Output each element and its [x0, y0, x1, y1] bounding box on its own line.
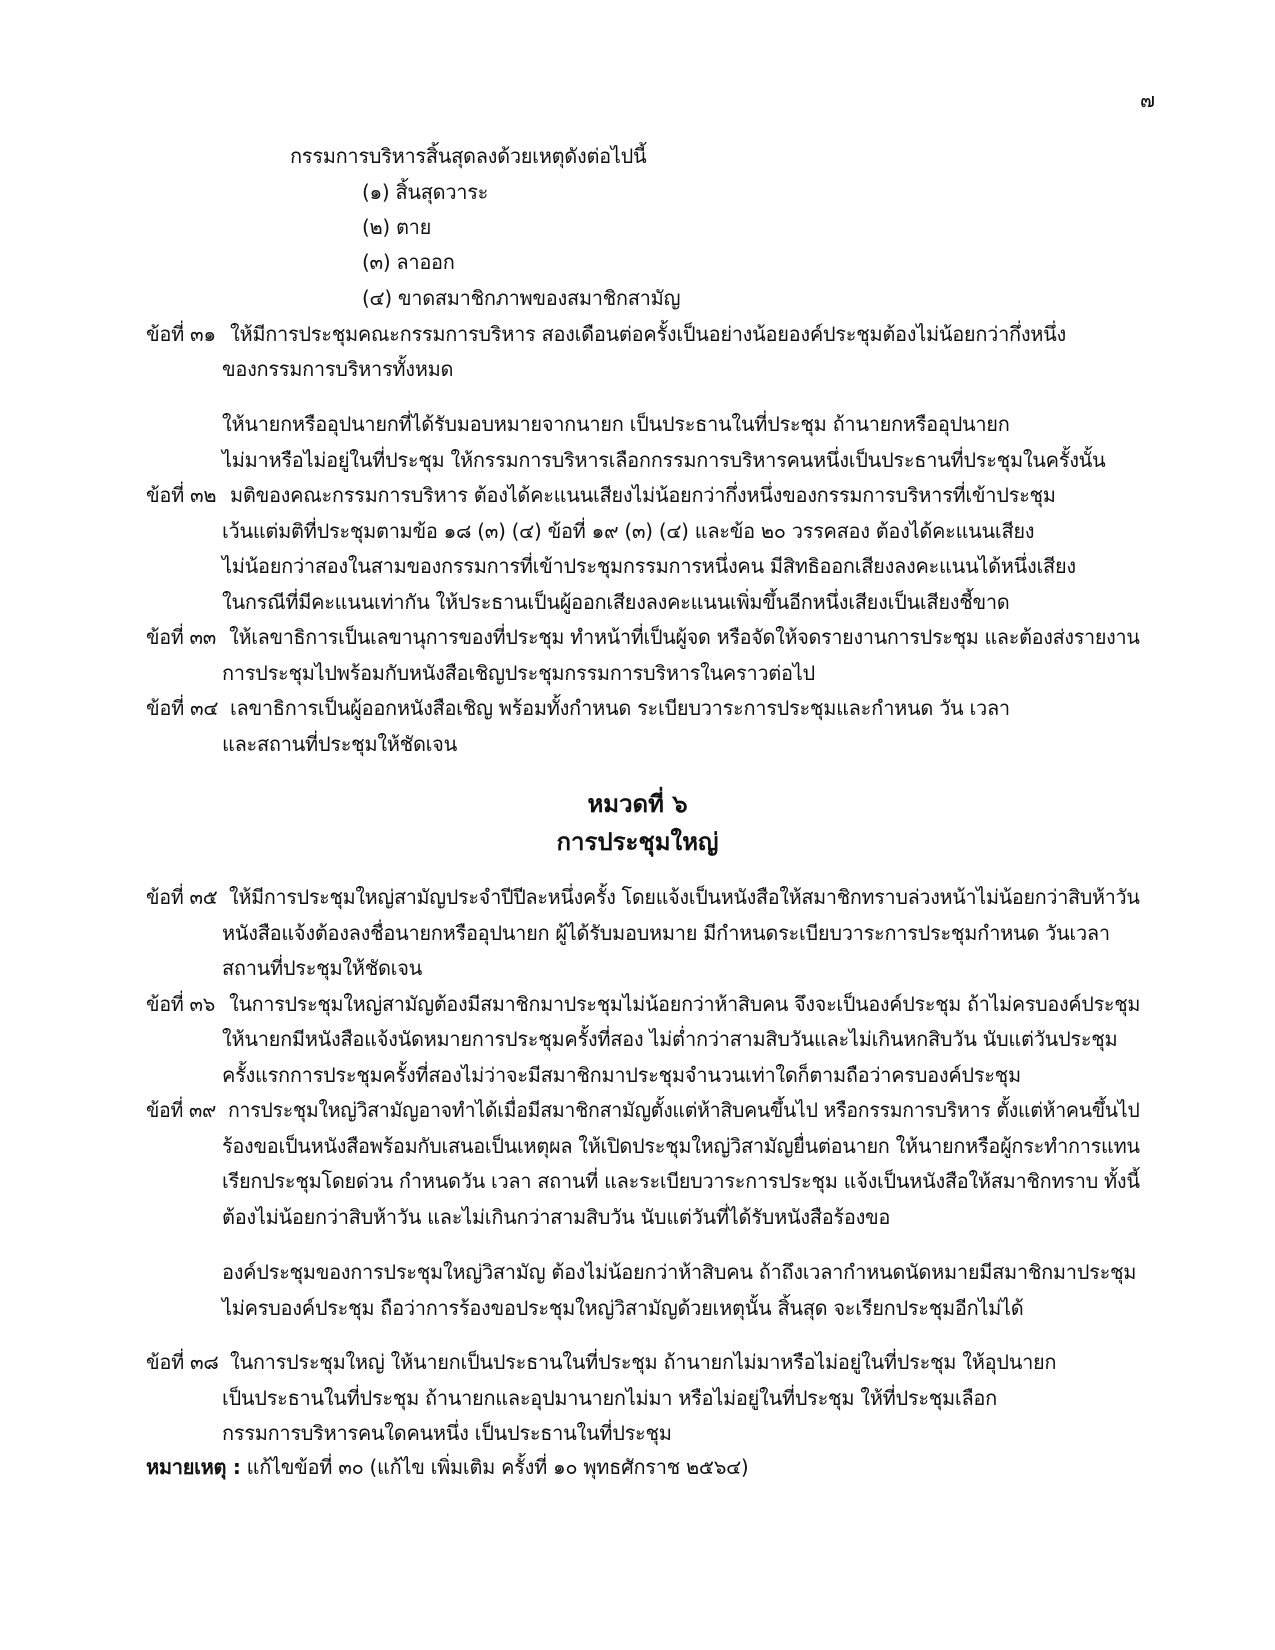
article-31-para-line-1: ให้นายกหรืออุปนายกที่ได้รับมอบหมายจากนายก เป็นประธานในที่ประชุม ถ้านายกหรืออุปนายก [222, 412, 1010, 436]
article-33-label: ข้อที่ ๓๓ [146, 625, 217, 649]
article-35 [146, 883, 1140, 911]
article-36-line-2: ให้นายกมีหนังสือแจ้งนัดหมายการประชุมครั้งที่สอง ไม่ต่ำกว่าสามสิบวันและไม่เกินหกสิบวัน นับแต่วันประชุม [222, 1027, 1118, 1051]
article-33-line-2: การประชุมไปพร้อมกับหนังสือเชิญประชุมกรรมการบริหารในคราวต่อไป [222, 661, 815, 685]
article-38-line-3: กรรมการบริหารคนใดคนหนึ่ง เป็นประธานในที่ประชุม [222, 1421, 672, 1445]
article-31-label: ข้อที่ ๓๑ [146, 322, 216, 346]
article-38-line-2: เป็นประธานในที่ประชุม ถ้านายกและอุปมานายกไม่มา หรือไม่อยู่ในที่ประชุม ให้ที่ประชุมเลือก [222, 1386, 997, 1410]
intro-line: กรรมการบริหารสิ้นสุดลงด้วยเหตุดังต่อไปนี้ [290, 144, 647, 168]
page-number: ๗ [1139, 88, 1155, 112]
article-34-line-1: เลขาธิการเป็นผู้ออกหนังสือเชิญ พร้อมทั้งกำหนด ระเบียบวาระการประชุมและกำหนด วัน เวลา [230, 696, 1010, 720]
article-32-line-2: เว้นแต่มติที่ประชุมตามข้อ ๑๘ (๓) (๔) ข้อที่ ๑๙ (๓) (๔) และข้อ ๒๐ วรรคสอง ต้องได้คะแนนเสียง [222, 519, 1035, 543]
article-32-line-1: มติของคณะกรรมการบริหาร ต้องได้คะแนนเสียงไม่น้อยกว่ากึ่งหนึ่งของกรรมการบริหารที่เข้าประชุม [230, 483, 1056, 507]
article-32-line-4: ในกรณีที่มีคะแนนเท่ากัน ให้ประธานเป็นผู้ออกเสียงลงคะแนนเพิ่มขึ้นอีกหนึ่งเสียงเป็นเสียงชี้ขาด [222, 590, 1010, 614]
intro-item-2: (๒) ตาย [362, 215, 431, 239]
article-31 [146, 320, 1066, 348]
footnote-text: แก้ไขข้อที่ ๓๐ (แก้ไข เพิ่มเติม ครั้งที่ ๑๐ พุทธศักราช ๒๕๖๔) [240, 1455, 749, 1479]
article-39-line-4: ต้องไม่น้อยกว่าสิบห้าวัน และไม่เกินกว่าสามสิบวัน นับแต่วันที่ได้รับหนังสือร้องขอ [222, 1205, 891, 1229]
chapter-number: หมวดที่ ๖ [587, 790, 688, 818]
article-36-label: ข้อที่ ๓๖ [146, 992, 216, 1016]
article-33-line-1: ให้เลขาธิการเป็นเลขานุการของที่ประชุม ทำหน้าที่เป็นผู้จด หรือจัดให้จดรายงานการประชุม และต้องส่งรายงาน [229, 625, 1140, 649]
footnote [146, 1453, 748, 1481]
article-35-line-3: สถานที่ประชุมให้ชัดเจน [222, 956, 422, 980]
article-39-line-2: ร้องขอเป็นหนังสือพร้อมกับเสนอเป็นเหตุผล ให้เปิดประชุมใหญ่วิสามัญยื่นต่อนายก ให้นายกหรือผู้กระทำการแทน [222, 1134, 1140, 1158]
article-39-line-1: การประชุมใหญ่วิสามัญอาจทำได้เมื่อมีสมาชิกสามัญตั้งแต่ห้าสิบคนขึ้นไป หรือกรรมการบริหาร ตั้งแต่ห้าคนขึ้นไป [228, 1098, 1140, 1122]
article-32 [146, 481, 1056, 509]
article-39-label: ข้อที่ ๓๙ [146, 1098, 217, 1122]
article-36 [146, 990, 1140, 1018]
article-38-line-1: ในการประชุมใหญ่ ให้นายกเป็นประธานในที่ประชุม ถ้านายกไม่มาหรือไม่อยู่ในที่ประชุม ให้อุปนายก [230, 1350, 1057, 1374]
article-39-line-3: เรียกประชุมโดยด่วน กำหนดวัน เวลา สถานที่ และระเบียบวาระการประชุม แจ้งเป็นหนังสือให้สมาชิกทราบ ทั้งนี้ [222, 1169, 1140, 1193]
article-36-line-3: ครั้งแรกการประชุมครั้งที่สองไม่ว่าจะมีสมาชิกมาประชุมจำนวนเท่าใดก็ตามถือว่าครบองค์ประชุม [222, 1063, 1021, 1087]
intro-item-4: (๔) ขาดสมาชิกภาพของสมาชิกสามัญ [362, 286, 681, 310]
article-38-label: ข้อที่ ๓๘ [146, 1350, 219, 1374]
article-39 [146, 1096, 1140, 1124]
footnote-label: หมายเหตุ : [146, 1455, 241, 1479]
article-31-para-line-2: ไม่มาหรือไม่อยู่ในที่ประชุม ให้กรรมการบริหารเลือกกรรมการบริหารคนหนึ่งเป็นประธานที่ประชุมในครั้งนั้น [222, 448, 1106, 472]
article-36-line-1: ในการประชุมใหญ่สามัญต้องมีสมาชิกมาประชุมไม่น้อยกว่าห้าสิบคน จึงจะเป็นองค์ประชุม ถ้าไม่ครบองค์ประชุม [229, 992, 1141, 1016]
article-39-para-line-2: ไม่ครบองค์ประชุม ถือว่าการร้องขอประชุมใหญ่วิสามัญด้วยเหตุนั้น สิ้นสุด จะเรียกประชุมอีกไม่ได้ [222, 1296, 1024, 1320]
article-35-line-2: หนังสือแจ้งต้องลงชื่อนายกหรืออุปนายก ผู้ได้รับมอบหมาย มีกำหนดระเบียบวาระการประชุมกำหนด วันเวลา [222, 921, 1110, 945]
article-38 [146, 1348, 1056, 1376]
chapter-title: การประชุมใหญ่ [556, 828, 719, 856]
article-32-label: ข้อที่ ๓๒ [146, 483, 217, 507]
article-34-line-2: และสถานที่ประชุมให้ชัดเจน [222, 732, 457, 756]
article-32-line-3: ไม่น้อยกว่าสองในสามของกรรมการที่เข้าประชุมกรรมการหนึ่งคน มีสิทธิออกเสียงลงคะแนนได้หนึ่งเสียง [222, 554, 1076, 578]
article-35-line-1: ให้มีการประชุมใหญ่สามัญประจำปีปีละหนึ่งครั้ง โดยแจ้งเป็นหนังสือให้สมาชิกทราบล่วงหน้าไม่น้อยกว่าสิบห้าวัน [229, 885, 1140, 909]
article-31-line-1: ให้มีการประชุมคณะกรรมการบริหาร สองเดือนต่อครั้งเป็นอย่างน้อยองค์ประชุมต้องไม่น้อยกว่ากึ่งหนึ่ง [230, 322, 1067, 346]
intro-item-1: (๑) สิ้นสุดวาระ [362, 180, 489, 204]
article-33 [146, 623, 1140, 651]
article-39-para-line-1: องค์ประชุมของการประชุมใหญ่วิสามัญ ต้องไม่น้อยกว่าห้าสิบคน ถ้าถึงเวลากำหนดนัดหมายมีสมาชิกมาประชุม [222, 1260, 1137, 1284]
intro-item-3: (๓) ลาออก [362, 250, 455, 274]
article-34-label: ข้อที่ ๓๔ [146, 696, 219, 720]
article-34 [146, 694, 1010, 722]
article-35-label: ข้อที่ ๓๕ [146, 885, 218, 909]
article-31-line-2: ของกรรมการบริหารทั้งหมด [222, 357, 454, 381]
